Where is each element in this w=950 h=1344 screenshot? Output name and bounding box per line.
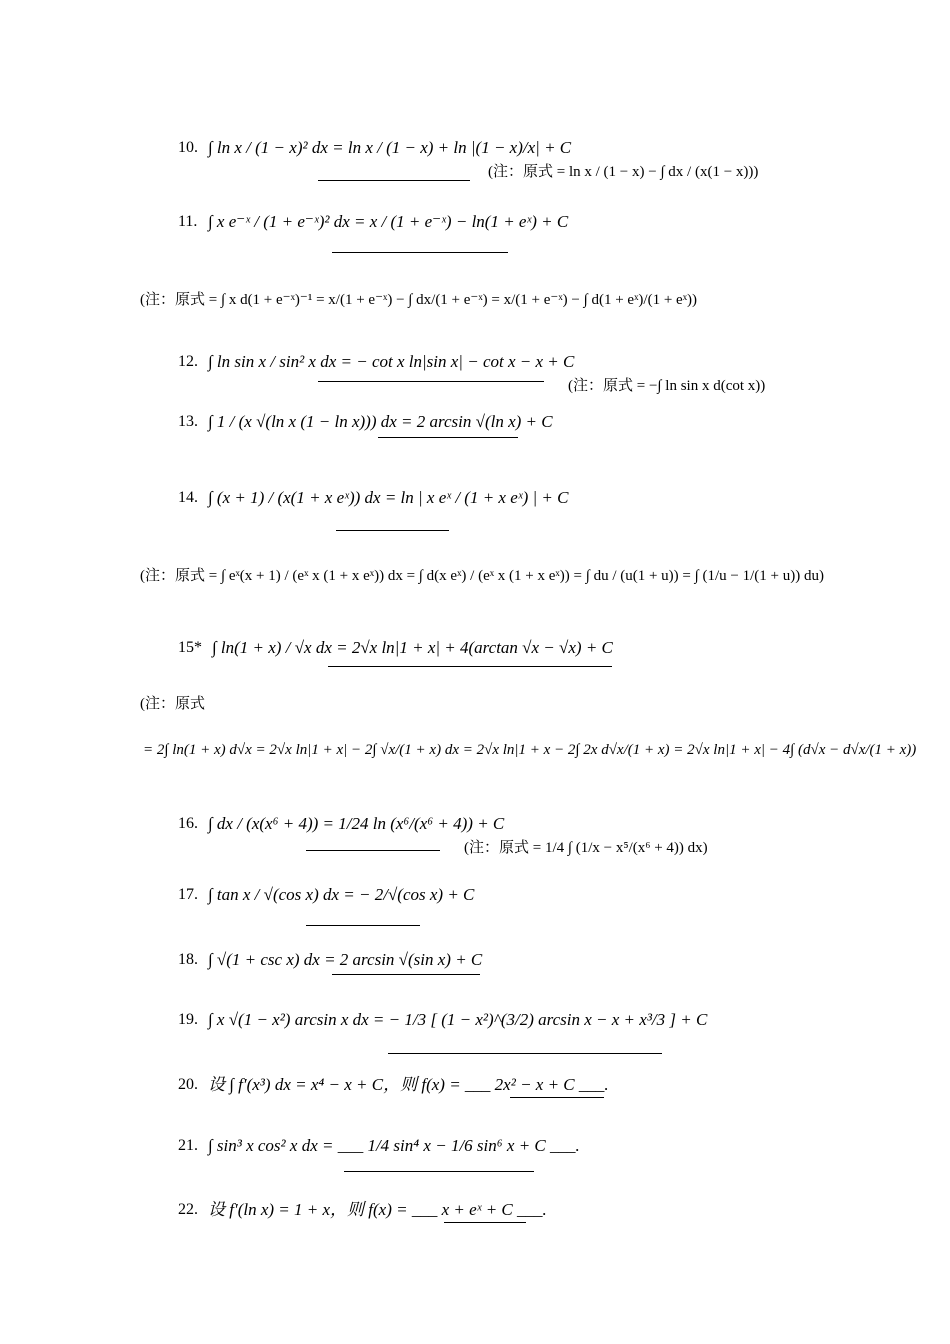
problem-number: 20. bbox=[178, 1076, 198, 1093]
answer-underline bbox=[332, 974, 480, 975]
problem-note: (注：原式 bbox=[140, 696, 205, 712]
problem-expression: ∫ sin³ x cos² x dx = ___ 1/4 sin⁴ x − 1/6 sin⁶ x + C ___. bbox=[208, 1136, 580, 1155]
problem-number: 17. bbox=[178, 886, 198, 903]
problem-expression: ∫ x e⁻ˣ / (1 + e⁻ˣ)² dx = x / (1 + e⁻ˣ) − ln(1 + eˣ) + C bbox=[208, 212, 569, 231]
problem-number: 12. bbox=[178, 353, 198, 370]
problem-note: (注：原式 = ∫ eˣ(x + 1) / (eˣ x (1 + x eˣ)) dx = ∫ d(x eˣ) / (eˣ x (1 + x eˣ)) = ∫ du / (u(1 + u)) = ∫ (1/u − 1/(1 + u)) du) bbox=[140, 568, 824, 584]
answer-underline bbox=[332, 252, 508, 253]
problem-expression: ∫ √(1 + csc x) dx = 2 arcsin √(sin x) + C bbox=[208, 950, 483, 969]
problem-note: (注：原式 = ∫ x d(1 + e⁻ˣ)⁻¹ = x/(1 + e⁻ˣ) − ∫ dx/(1 + e⁻ˣ) = x/(1 + e⁻ˣ) − ∫ d(1 + eˣ)/(1 + eˣ)) bbox=[140, 292, 698, 308]
problem-number: 18. bbox=[178, 951, 198, 968]
answer-underline bbox=[318, 381, 544, 382]
answer-underline bbox=[378, 437, 518, 438]
problem-expression: ∫ ln sin x / sin² x dx = − cot x ln|sin x| − cot x − x + C bbox=[208, 352, 575, 371]
problem-note: (注：原式 = ln x / (1 − x) − ∫ dx / (x(1 − x))) bbox=[488, 164, 759, 180]
problem-expression: ∫ 1 / (x √(ln x (1 − ln x))) dx = 2 arcsin √(ln x) + C bbox=[208, 412, 553, 431]
problem-number: 19. bbox=[178, 1011, 198, 1028]
answer-underline bbox=[306, 925, 420, 926]
problem-number: 21. bbox=[178, 1137, 198, 1154]
problem-expression: 设 f′(ln x) = 1 + x，则 f(x) = ___ x + eˣ + C ___. bbox=[208, 1200, 547, 1219]
problem-expression: ∫ ln(1 + x) / √x dx = 2√x ln|1 + x| + 4(arctan √x − √x) + C bbox=[212, 638, 613, 657]
problem-expression: = 2∫ ln(1 + x) d√x = 2√x ln|1 + x| − 2∫ √x/(1 + x) dx = 2√x ln|1 + x − 2∫ 2x d√x/(1 + x) = 2√x ln|1 + x| − 4∫ (d√x − d√x/(1 + x)) bbox=[143, 742, 917, 758]
problem-number: 15* bbox=[178, 639, 202, 656]
problem-number: 11. bbox=[178, 213, 198, 230]
problem-number: 14. bbox=[178, 489, 198, 506]
problem-note: (注：原式 = −∫ ln sin x d(cot x)) bbox=[568, 378, 766, 394]
answer-underline bbox=[318, 180, 470, 181]
problem-note: (注：原式 = 1/4 ∫ (1/x − x⁵/(x⁶ + 4)) dx) bbox=[464, 840, 708, 856]
problem-expression: 设 ∫ f′(x³) dx = x⁴ − x + C，则 f(x) = ___ 2x² − x + C ___. bbox=[208, 1075, 609, 1094]
problem-number: 13. bbox=[178, 413, 198, 430]
answer-underline bbox=[344, 1171, 534, 1172]
answer-underline bbox=[306, 850, 440, 851]
problem-expression: ∫ (x + 1) / (x(1 + x eˣ)) dx = ln | x eˣ / (1 + x eˣ) | + C bbox=[208, 488, 569, 507]
answer-underline bbox=[336, 530, 449, 531]
problem-number: 10. bbox=[178, 139, 198, 156]
answer-underline bbox=[388, 1053, 662, 1054]
answer-underline bbox=[510, 1097, 604, 1098]
problem-number: 22. bbox=[178, 1201, 198, 1218]
problem-expression: ∫ dx / (x(x⁶ + 4)) = 1/24 ln (x⁶/(x⁶ + 4)) + C bbox=[208, 814, 505, 833]
problem-number: 16. bbox=[178, 815, 198, 832]
problem-expression: ∫ tan x / √(cos x) dx = − 2/√(cos x) + C bbox=[208, 885, 475, 904]
answer-underline bbox=[328, 666, 612, 667]
problem-expression: ∫ ln x / (1 − x)² dx = ln x / (1 − x) + ln |(1 − x)/x| + C bbox=[208, 138, 572, 157]
answer-underline bbox=[444, 1222, 526, 1223]
problem-expression: ∫ x √(1 − x²) arcsin x dx = − 1/3 [ (1 − x²)^(3/2) arcsin x − x + x³/3 ] + C bbox=[208, 1010, 708, 1029]
